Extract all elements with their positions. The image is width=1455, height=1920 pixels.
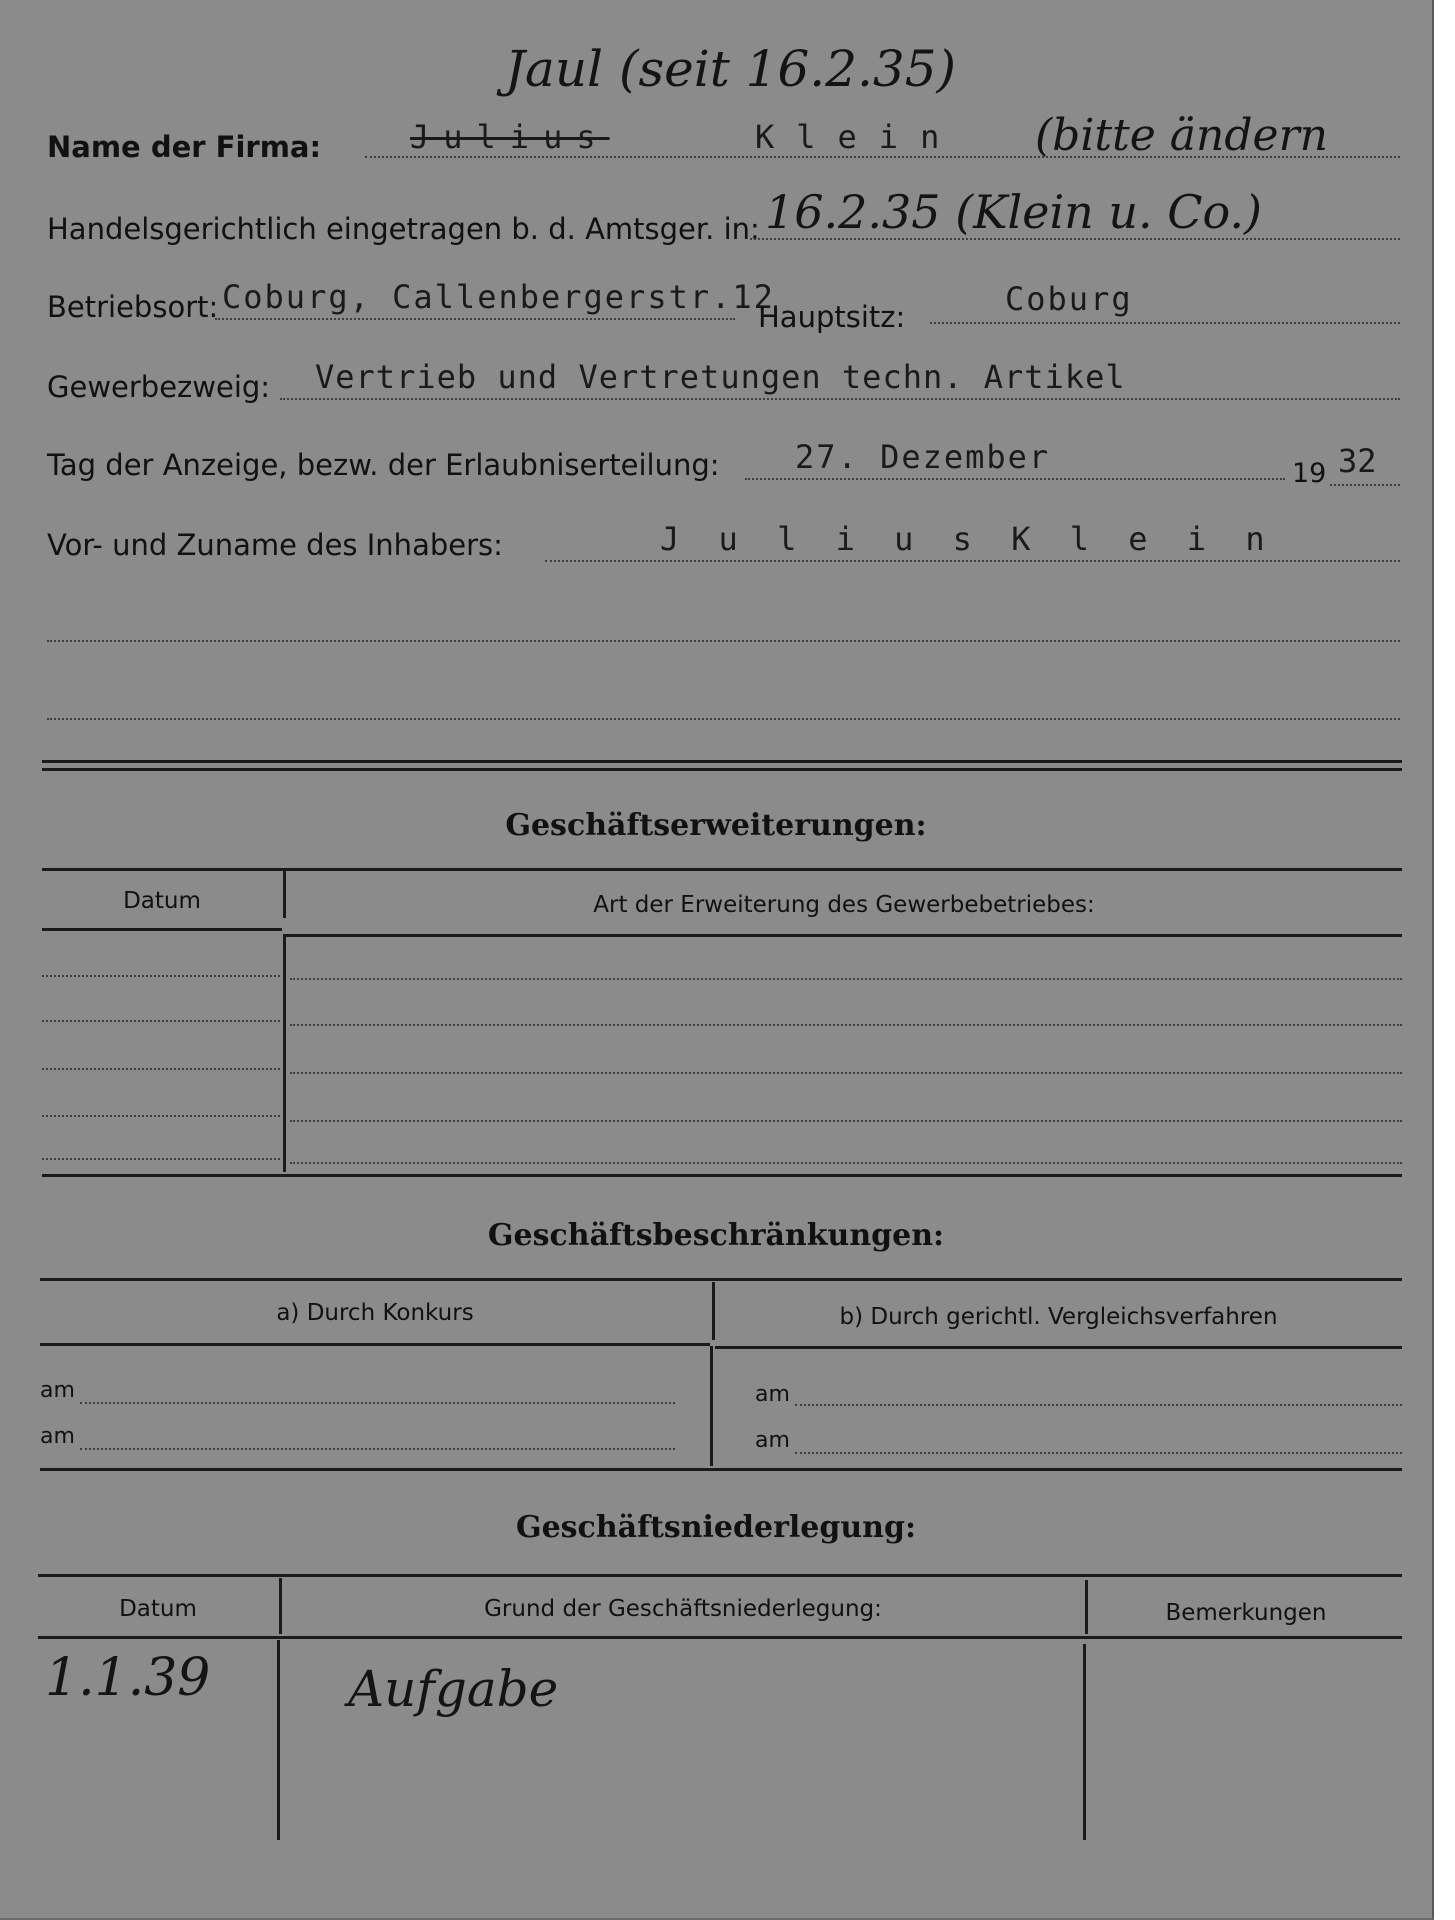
location-label: Betriebsort:: [47, 290, 219, 324]
closure-reason-handwritten: Aufgabe: [348, 1660, 559, 1718]
extensions-row-line: [42, 1068, 280, 1070]
restrictions-title: Geschäftsbeschränkungen:: [487, 1218, 945, 1253]
extensions-col-type: Art der Erweiterung des Gewerbebetriebes:: [593, 892, 1095, 918]
closure-col-date: Datum: [119, 1596, 197, 1622]
closure-date-handwritten: 1.1.39: [45, 1648, 211, 1708]
extensions-header-rule-left: [42, 928, 282, 931]
owner-label: Vor- und Zuname des Inhabers:: [47, 528, 503, 562]
restrictions-col-settlement: b) Durch gerichtl. Vergleichsverfahren: [839, 1304, 1278, 1330]
closure-top-rule: [38, 1574, 1402, 1577]
extensions-row-line: [290, 1072, 1402, 1074]
settlement-am-2-line: [795, 1452, 1402, 1454]
extensions-row-line: [290, 1024, 1402, 1026]
year-suffix: 32: [1338, 442, 1377, 480]
closure-body-divider-2: [1083, 1644, 1086, 1840]
hq-line: [930, 322, 1400, 324]
owner-value: J u l i u s K l e i n: [660, 520, 1275, 558]
bankruptcy-am-1-label: am: [40, 1378, 75, 1403]
firm-first-name-struck: Julius: [410, 118, 610, 156]
settlement-am-1-label: am: [755, 1382, 790, 1407]
restrictions-header-rule-right: [715, 1346, 1402, 1349]
restrictions-header-rule-left: [40, 1343, 710, 1346]
restrictions-body-divider: [710, 1346, 713, 1466]
location-line: [215, 318, 735, 320]
extensions-row-line: [290, 978, 1402, 980]
extensions-title: Geschäftserweiterungen:: [505, 808, 927, 843]
trade-line: [280, 398, 1400, 400]
closure-header-divider-2: [1085, 1580, 1088, 1634]
hq-label: Hauptsitz:: [758, 300, 906, 334]
extensions-header-rule-right: [286, 934, 1402, 937]
extensions-col-date: Datum: [123, 888, 201, 914]
extensions-row-line: [42, 1158, 280, 1160]
firm-name-label: Name der Firma:: [47, 130, 322, 164]
extensions-row-line: [290, 1162, 1402, 1164]
hq-value: Coburg: [1005, 280, 1133, 318]
blank-line: [47, 718, 1400, 720]
location-value: Coburg, Callenbergerstr.12: [222, 278, 775, 316]
extensions-row-line: [42, 975, 280, 977]
extensions-row-line: [290, 1120, 1402, 1122]
owner-line: [545, 560, 1400, 562]
extensions-top-rule: [42, 868, 1402, 871]
closure-header-rule: [38, 1636, 1402, 1639]
handwritten-firm-name: Jaul (seit 16.2.35): [505, 40, 957, 98]
trade-label: Gewerbezweig:: [47, 370, 271, 404]
notice-date-label: Tag der Anzeige, bezw. der Erlaubniserteilung:: [47, 448, 720, 482]
restrictions-top-rule: [40, 1278, 1402, 1281]
blank-line: [47, 640, 1400, 642]
restrictions-bottom-rule: [40, 1468, 1402, 1471]
year-prefix: 19: [1292, 458, 1327, 489]
double-rule-top: [42, 760, 1402, 763]
register-label: Handelsgerichtlich eingetragen b. d. Amtsger. in:: [47, 212, 760, 246]
notice-date-value: 27. Dezember: [795, 438, 1051, 476]
closure-col-reason: Grund der Geschäftsniederlegung:: [484, 1596, 882, 1622]
bankruptcy-am-1-line: [80, 1402, 675, 1404]
extensions-body-divider: [283, 934, 286, 1172]
closure-body-divider-1: [277, 1640, 280, 1840]
firm-last-name: Klein: [755, 118, 962, 156]
double-rule-bottom: [42, 768, 1402, 771]
extensions-row-line: [42, 1115, 280, 1117]
extensions-header-divider: [283, 870, 286, 918]
extensions-bottom-rule: [42, 1174, 1402, 1177]
closure-header-divider-1: [279, 1578, 282, 1634]
bankruptcy-am-2-label: am: [40, 1424, 75, 1449]
restrictions-header-divider: [712, 1282, 715, 1340]
notice-date-line: [745, 478, 1285, 480]
firm-note-handwritten: (bitte ändern: [1035, 110, 1328, 161]
closure-title: Geschäftsniederlegung:: [515, 1510, 917, 1545]
year-line: [1330, 484, 1400, 486]
bankruptcy-am-2-line: [80, 1448, 675, 1450]
register-handwritten: 16.2.35 (Klein u. Co.): [765, 185, 1262, 239]
settlement-am-2-label: am: [755, 1428, 790, 1453]
trade-value: Vertrieb und Vertretungen techn. Artikel: [315, 358, 1126, 396]
settlement-am-1-line: [795, 1404, 1402, 1406]
restrictions-col-bankruptcy: a) Durch Konkurs: [276, 1300, 474, 1326]
extensions-row-line: [42, 1020, 280, 1022]
closure-col-remarks: Bemerkungen: [1165, 1600, 1327, 1626]
